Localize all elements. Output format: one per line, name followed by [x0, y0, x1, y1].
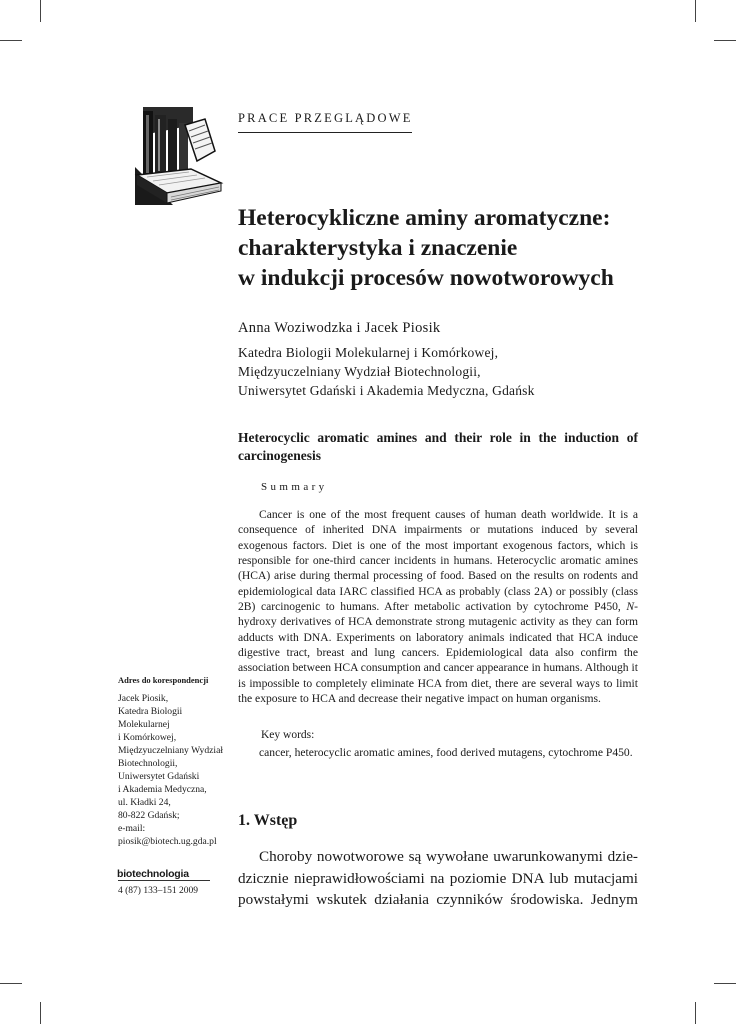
journal-issue: 4 (87) 133–151 2009	[118, 886, 198, 896]
crop-mark	[40, 0, 41, 22]
title-line: Heterocykliczne aminy aromatyczne:	[238, 205, 611, 231]
affiliation	[238, 343, 535, 400]
address-line: ul. Kładki 24,	[118, 797, 171, 808]
section-heading: 1. Wstęp	[238, 812, 298, 829]
correspondence-label: Adres do korespondencji	[118, 675, 209, 685]
crop-mark	[0, 983, 22, 984]
article-title	[238, 203, 658, 293]
address-line: i Akademia Medyczna,	[118, 784, 207, 795]
address-line: Molekularnej	[118, 719, 170, 730]
correspondence-address	[118, 692, 223, 848]
journal-name: biotechnologia	[117, 868, 189, 880]
summary-label: Summary	[261, 481, 328, 493]
crop-mark	[695, 1002, 696, 1024]
title-line: w indukcji procesów nowotworowych	[238, 265, 614, 291]
address-line: Uniwersytet Gdański	[118, 771, 200, 782]
crop-mark	[40, 1002, 41, 1024]
email-link[interactable]: piosik@biotech.ug.gda.pl	[118, 836, 217, 847]
crop-mark	[714, 40, 736, 41]
address-line: Międzyuczelniany Wydział	[118, 745, 224, 756]
address-line: i Komórkowej,	[118, 732, 177, 743]
summary-part1: Cancer is one of the most frequent causes of human death worldwide. It is a consequence of inherited DNA impairments or mutations induced by several exogenous factors. Diet is one of the most important exogenous factors, which is responsible for one-third cancer incidents in humans. Heterocyclic aromatic amines (HCA) arise during thermal processing of food. Based on the results on rodents and epidemiological data IARC classified HCA as probably (class 2A) or possibly (class 2B) carcinogenic to humans. After metabolic activation by cytochrome P450,	[238, 508, 638, 614]
body-line: dzicznie nieprawidłowościami na poziomie DNA lub mutacjami	[238, 869, 638, 887]
summary-text	[238, 507, 638, 706]
address-line: Biotechnologii,	[118, 758, 178, 769]
affiliation-line: Katedra Biologii Molekularnej i Komórkowej,	[238, 345, 499, 360]
crop-mark	[714, 983, 736, 984]
body-line: Choroby nowotworowe są wywołane uwarunkowanymi dzie-	[259, 848, 638, 865]
summary-part2: -hydroxy derivatives of HCA demonstrate strong mutagenic activity as they can form adducts with DNA. Experiments on laboratory animals indicated that HCA induce digestive tract, breast and lung cancers. Epidemiological data also confirm the association between HCA consumption and cancer appearance in humans. Although it is impossible to completely eliminate HCA from diet, there are several ways to limit the exposure to HCA and decrease their negative impact on human organisms.	[238, 600, 638, 706]
affiliation-line: Uniwersytet Gdański i Akademia Medyczna, Gdańsk	[238, 383, 535, 398]
english-title: Heterocyclic aromatic amines and their role in the induction of carcinogenesis	[238, 430, 638, 463]
books-logo-icon	[133, 105, 225, 205]
authors: Anna Woziwodzka i Jacek Piosik	[238, 320, 441, 336]
keywords-text: cancer, heterocyclic aromatic amines, food derived mutagens, cytochrome P450.	[259, 746, 633, 759]
section-tag: PRACE PRZEGLĄDOWE	[238, 111, 413, 125]
address-line: 80-822 Gdańsk;	[118, 810, 180, 821]
crop-mark	[0, 40, 22, 41]
address-line: Jacek Piosik,	[118, 693, 169, 704]
title-line: charakterystyka i znaczenie	[238, 235, 518, 261]
body-line: powstałymi wskutek działania czynników środowiska. Jednym	[238, 891, 638, 908]
crop-mark	[695, 0, 696, 22]
journal-rule	[118, 880, 210, 881]
keywords-label: Key words:	[261, 729, 315, 741]
address-line: Katedra Biologii	[118, 706, 183, 717]
address-line: e-mail:	[118, 823, 146, 834]
summary-italic: N	[626, 600, 635, 614]
summary-paragraph	[238, 507, 638, 706]
body-text	[238, 846, 638, 911]
section-rule	[238, 132, 412, 133]
affiliation-line: Międzyuczelniany Wydział Biotechnologii,	[238, 364, 481, 379]
